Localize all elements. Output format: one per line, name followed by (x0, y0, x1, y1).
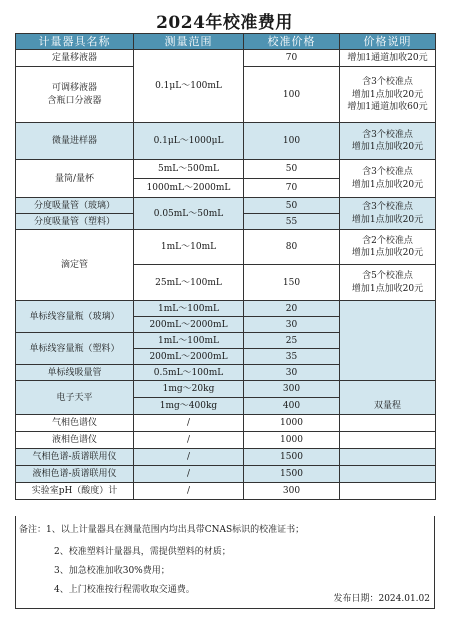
measure-range: / (134, 449, 244, 466)
instrument-name: 量筒/量杯 (16, 160, 134, 198)
measure-range: 1mg～20kg (134, 381, 244, 398)
table-header-row (16, 34, 436, 50)
price-note: 含3个校准点 增加1点加收20元 增加1通道加收60元 (340, 67, 436, 123)
price-cell: 35 (244, 349, 340, 365)
measure-range: 1mL～100mL (134, 333, 244, 349)
table-row (16, 432, 436, 449)
measure-range: / (134, 432, 244, 449)
measure-range: / (134, 466, 244, 483)
table-row (16, 50, 436, 67)
header-range: 测量范围 (134, 34, 244, 50)
table-row (16, 301, 436, 317)
remarks-box (15, 516, 435, 609)
price-cell: 30 (244, 365, 340, 381)
instrument-name: 可调移液器 含瓶口分液器 (16, 67, 134, 123)
publish-date: 发布日期：2024.01.02 (333, 594, 430, 604)
instrument-name: 气相色谱-质谱联用仪 (16, 449, 134, 466)
price-cell: 25 (244, 333, 340, 349)
table-row (16, 449, 436, 466)
measure-range: 0.1μL～100mL (134, 50, 244, 123)
table-row (16, 381, 436, 398)
instrument-name: 电子天平 (16, 381, 134, 415)
price-cell: 30 (244, 317, 340, 333)
measure-range: 1mg～400kg (134, 398, 244, 415)
table-row (16, 483, 436, 500)
instrument-name: 单标线容量瓶（玻璃） (16, 301, 134, 333)
measure-range: 0.5mL～100mL (134, 365, 244, 381)
price-note: 含2个校准点 增加1点加收20元 (340, 230, 436, 265)
price-cell: 1000 (244, 415, 340, 432)
remark-line-1: 备注：1、以上计量器具在测量范围内均出具带CNAS标识的校准证书； (19, 525, 305, 535)
price-cell: 50 (244, 198, 340, 214)
price-cell: 70 (244, 179, 340, 198)
price-cell: 300 (244, 483, 340, 500)
instrument-name: 单标线容量瓶（塑料） (16, 333, 134, 365)
measure-range: 0.05mL～50mL (134, 198, 244, 230)
price-cell: 80 (244, 230, 340, 265)
measure-range: / (134, 483, 244, 500)
price-note: 含3个校准点 增加1点加收20元 (340, 198, 436, 230)
price-table (15, 33, 436, 500)
price-note: 含3个校准点 增加1点加收20元 (340, 160, 436, 198)
instrument-name: 滴定管 (16, 230, 134, 301)
price-note-empty (340, 432, 436, 449)
remark-line-2: 2、校准塑料计量器具，需提供塑料的材质； (54, 547, 231, 557)
instrument-name: 微量进样器 (16, 123, 134, 160)
price-note-empty (340, 415, 436, 432)
page-title: 2024年校准费用 (156, 13, 293, 33)
price-note-empty (340, 466, 436, 483)
price-note-empty (340, 449, 436, 466)
remark-line-4: 4、上门校准按行程需收取交通费。 (54, 585, 195, 595)
price-note-empty (340, 301, 436, 381)
price-cell: 100 (244, 67, 340, 123)
measure-range: 25mL～100mL (134, 265, 244, 301)
header-instrument: 计量器具名称 (16, 34, 134, 50)
measure-range: 1mL～100mL (134, 301, 244, 317)
instrument-name: 分度吸量管（塑料） (16, 214, 134, 230)
table-row (16, 415, 436, 432)
price-cell: 150 (244, 265, 340, 301)
price-cell: 1500 (244, 466, 340, 483)
price-cell: 300 (244, 381, 340, 398)
table-row (16, 466, 436, 483)
measure-range: 1mL～10mL (134, 230, 244, 265)
instrument-name: 实验室pH（酸度）计 (16, 483, 134, 500)
price-cell: 400 (244, 398, 340, 415)
price-note: 含5个校准点 增加1点加收20元 (340, 265, 436, 301)
instrument-name: 液相色谱仪 (16, 432, 134, 449)
measure-range: 5mL～500mL (134, 160, 244, 179)
price-note: 含3个校准点 增加1点加收20元 (340, 123, 436, 160)
price-note: 增加1通道加收20元 (340, 50, 436, 67)
instrument-name: 气相色谱仪 (16, 415, 134, 432)
measure-range: 0.1μL～1000μL (134, 123, 244, 160)
price-cell: 50 (244, 160, 340, 179)
measure-range: 200mL～2000mL (134, 349, 244, 365)
table-row (16, 230, 436, 265)
instrument-name: 分度吸量管（玻璃） (16, 198, 134, 214)
price-cell: 100 (244, 123, 340, 160)
price-cell: 55 (244, 214, 340, 230)
instrument-name: 液相色谱-质谱联用仪 (16, 466, 134, 483)
measure-range: / (134, 415, 244, 432)
price-cell: 1000 (244, 432, 340, 449)
header-note: 价格说明 (340, 34, 436, 50)
table-row (16, 198, 436, 214)
remark-line-3: 3、加急校准加收30%费用； (54, 566, 170, 576)
instrument-name: 定量移液器 (16, 50, 134, 67)
price-cell: 70 (244, 50, 340, 67)
table-row (16, 160, 436, 179)
header-price: 校准价格 (244, 34, 340, 50)
instrument-name: 单标线吸量管 (16, 365, 134, 381)
price-note: 双量程 (340, 381, 436, 415)
price-note-empty (340, 483, 436, 500)
price-cell: 1500 (244, 449, 340, 466)
price-cell: 20 (244, 301, 340, 317)
measure-range: 1000mL～2000mL (134, 179, 244, 198)
measure-range: 200mL～2000mL (134, 317, 244, 333)
table-row (16, 123, 436, 160)
